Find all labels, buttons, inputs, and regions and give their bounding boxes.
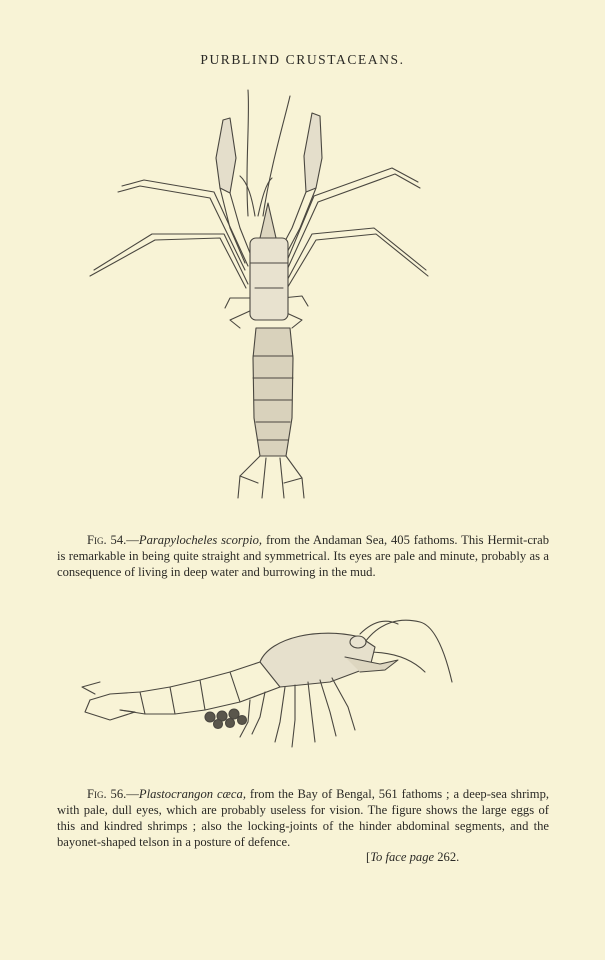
face-page-label: To face page <box>370 850 435 864</box>
running-head: PURBLIND CRUSTACEANS. <box>200 52 405 67</box>
face-page-bracket: [ <box>366 850 371 864</box>
figure-54-illustration <box>80 88 430 513</box>
figure-54-description: from the Andaman Sea, 405 fathoms. This Hermit-crab is remarkable in being quite straight and symmetrical. Its eyes are pale and minute, probably as a consequence of living in deep water and burrowing in the mud. <box>57 532 549 579</box>
face-page-number: 262. <box>434 850 460 864</box>
figure-56-illustration <box>80 612 460 762</box>
face-page-note <box>366 850 459 865</box>
figure-56-species: Plastocrangon cæca, <box>138 786 246 801</box>
figure-56-description: from the Bay of Bengal, 561 fathoms ; a deep-sea shrimp, with pale, dull eyes, which are probably useless for vision. The figure shows the large eggs of this and kindred shrimps ; also the locking-joints of the hinder abdominal segments, and the bayonet-shaped telson in a posture of defence. <box>57 786 550 850</box>
figure-54-caption: Fig. 54.—Parapylocheles scorpio, from the Andaman Sea, 405 fathoms. This Hermit-crab is remarkable in being quite straight and symmetrical. Its eyes are pale and minute, probably as a consequence of living in deep water and burrowing in the mud. <box>57 532 549 579</box>
hermit-crab-drawing <box>80 88 430 513</box>
figure-56-label: Fig. 56. <box>87 786 127 801</box>
shrimp-drawing <box>80 612 460 762</box>
figure-54-label: Fig. 54. <box>87 532 127 547</box>
figure-56-caption: Fig. 56.—Plastocrangon cæca, from the Bay of Bengal, 561 fathoms ; a deep-sea shrimp, with pale, dull eyes, which are probably useless for vision. The figure shows the large eggs of this and kindred shrimps ; also the locking-joints of the hinder abdominal segments, and the bayonet-shaped telson in a posture of defence. <box>57 786 550 850</box>
figure-54-species: Parapylocheles scorpio, <box>138 532 263 547</box>
